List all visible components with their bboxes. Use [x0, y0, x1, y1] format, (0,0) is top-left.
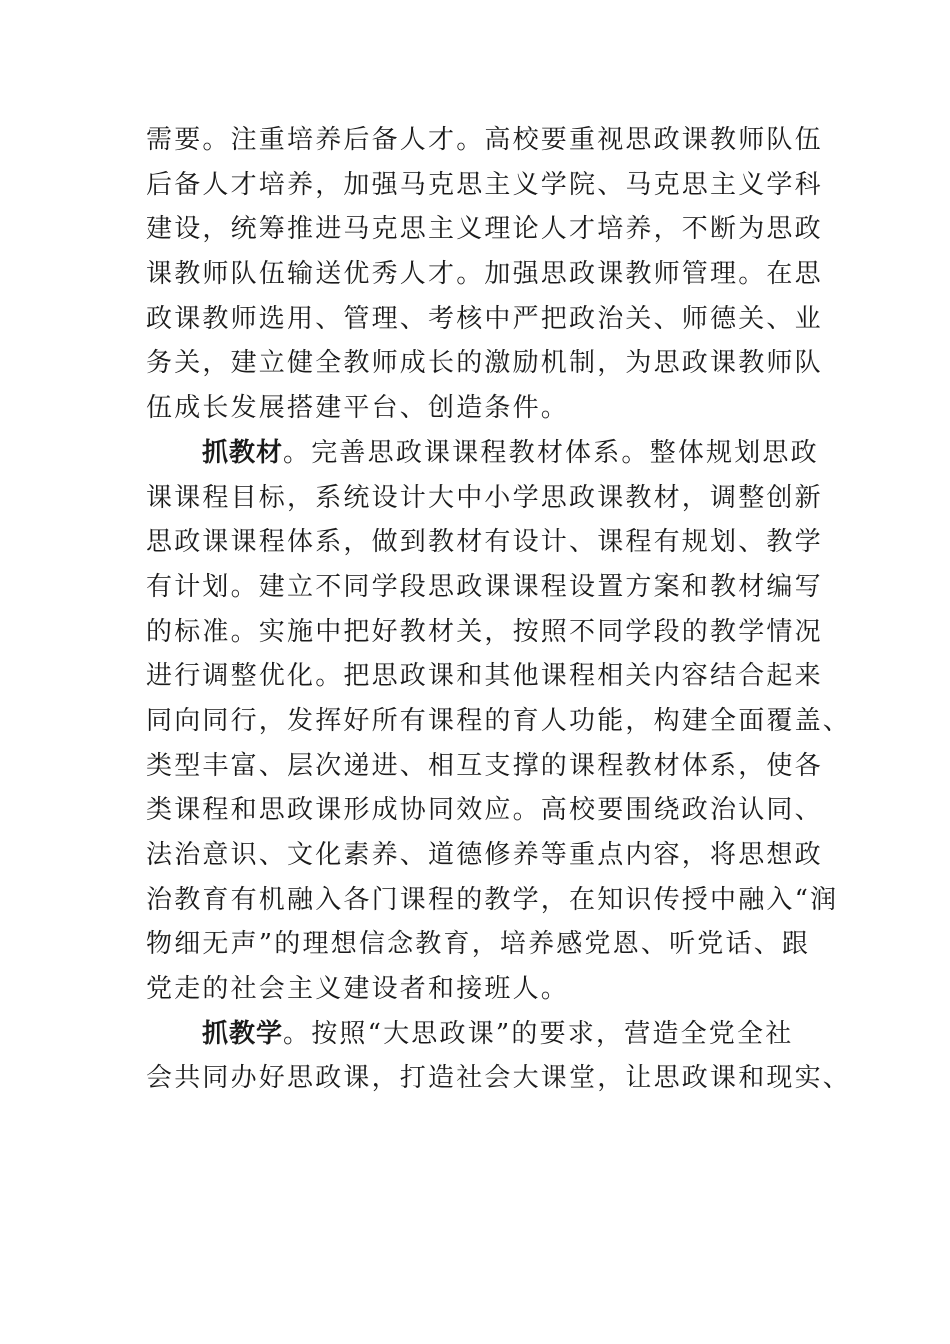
text-line: 建设，统筹推进马克思主义理论人才培养，不断为思政 — [146, 214, 823, 245]
text-line: 会共同办好思政课，打造社会大课堂，让思政课和现实、 — [146, 1063, 852, 1094]
text-line: 伍成长发展搭建平台、创造条件。 — [146, 393, 570, 424]
text-line: 法治意识、文化素养、道德修养等重点内容，将思想政 — [146, 840, 823, 870]
section-teaching-intro: 。按照“大思政课”的要求，营造全党全社 — [283, 1018, 794, 1049]
text-line: 物细无声”的理想信念教育，培养感党恩、听党话、跟 — [146, 929, 811, 960]
document-body — [146, 118, 852, 1101]
text-line: 的标准。实施中把好教材关，按照不同学段的教学情况 — [146, 616, 823, 647]
text-line: 务关，建立健全教师成长的激励机制，为思政课教师队 — [146, 348, 823, 379]
section-heading-textbook: 抓教材 — [202, 437, 284, 468]
text-line: 课课程目标，系统设计大中小学思政课教材，调整创新 — [146, 482, 823, 513]
section-textbook-first-line — [146, 431, 819, 476]
text-line: 类型丰富、层次递进、相互支撑的课程教材体系，使各 — [146, 750, 823, 781]
text-line: 后备人才培养，加强马克思主义学院、马克思主义学科 — [146, 169, 823, 200]
text-line: 有计划。建立不同学段思政课课程设置方案和教材编写 — [146, 571, 823, 602]
section-heading-teaching: 抓教学 — [202, 1018, 284, 1049]
text-line: 进行调整优化。把思政课和其他课程相关内容结合起来 — [146, 661, 823, 692]
text-line: 课教师队伍输送优秀人才。加强思政课教师管理。在思 — [146, 259, 823, 290]
text-line: 思政课课程体系，做到教材有设计、课程有规划、教学 — [146, 527, 823, 558]
section-teaching-first-line — [146, 1012, 806, 1057]
section-textbook-intro: 。完善思政课课程教材体系。整体规划思政 — [283, 437, 819, 468]
text-line: 治教育有机融入各门课程的教学，在知识传授中融入“润 — [146, 884, 839, 915]
text-line: 需要。注重培养后备人才。高校要重视思政课教师队伍 — [146, 125, 823, 155]
text-line: 政课教师选用、管理、考核中严把政治关、师德关、业 — [146, 303, 823, 334]
text-line: 同向同行，发挥好所有课程的育人功能，构建全面覆盖、 — [146, 705, 852, 736]
text-line: 类课程和思政课形成协同效应。高校要围绕政治认同、 — [146, 795, 823, 826]
text-line: 党走的社会主义建设者和接班人。 — [146, 974, 570, 1005]
